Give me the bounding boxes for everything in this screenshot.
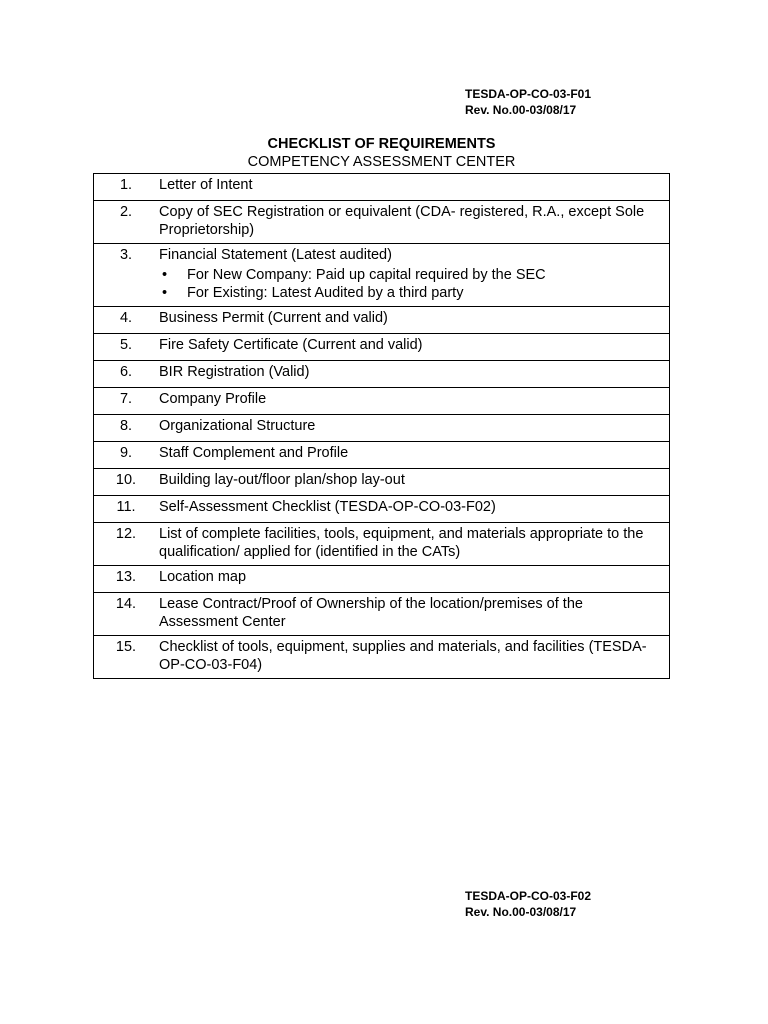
requirements-table [93, 173, 670, 679]
item-number: 11. [94, 496, 159, 523]
revision-number: Rev. No.00-03/08/17 [465, 905, 577, 919]
table-row [94, 496, 670, 523]
item-number: 2. [94, 201, 159, 244]
item-text: Self-Assessment Checklist (TESDA-OP-CO-03-F02) [158, 496, 670, 523]
list-item [159, 284, 659, 302]
table-row [94, 361, 670, 388]
item-text: Location map [158, 566, 670, 593]
item-number: 13. [94, 566, 159, 593]
item-number: 9. [94, 442, 159, 469]
bullet-icon: • [162, 267, 168, 283]
item-number: 14. [94, 593, 159, 636]
item-text: List of complete facilities, tools, equipment, and materials appropriate to the qualification/ applied for (identified in the CATs) [158, 523, 670, 566]
item-text: Staff Complement and Profile [158, 442, 670, 469]
table-row [94, 415, 670, 442]
document-code-header [465, 86, 591, 118]
item-number: 10. [94, 469, 159, 496]
item-text: Fire Safety Certificate (Current and valid) [158, 334, 670, 361]
document-code-footer [465, 888, 591, 920]
table-row [94, 469, 670, 496]
item-text: Letter of Intent [158, 174, 670, 201]
form-code: TESDA-OP-CO-03-F02 [465, 889, 592, 903]
table-row [94, 388, 670, 415]
item-number: 7. [94, 388, 159, 415]
item-number: 8. [94, 415, 159, 442]
table-row [94, 442, 670, 469]
item-text: Company Profile [158, 388, 670, 415]
table-row [94, 174, 670, 201]
item-number: 3. [94, 244, 159, 307]
item-text: Checklist of tools, equipment, supplies and materials, and facilities (TESDA-OP-CO-03-F04) [158, 636, 670, 679]
form-code: TESDA-OP-CO-03-F01 [465, 87, 592, 101]
table-row [94, 334, 670, 361]
item-text: BIR Registration (Valid) [158, 361, 670, 388]
table-row [94, 636, 670, 679]
page-subtitle: COMPETENCY ASSESSMENT CENTER [247, 154, 516, 170]
table-row [94, 307, 670, 334]
sub-item-text: For New Company: Paid up capital required by the SEC [187, 267, 546, 283]
bullet-icon: • [162, 285, 168, 301]
item-cell [158, 244, 670, 307]
sub-item-list [159, 266, 659, 302]
item-number: 5. [94, 334, 159, 361]
page-title: CHECKLIST OF REQUIREMENTS [267, 136, 496, 152]
item-text: Copy of SEC Registration or equivalent (CDA- registered, R.A., except Sole Proprietorship) [158, 201, 670, 244]
sub-item-text: For Existing: Latest Audited by a third party [187, 285, 464, 301]
item-number: 1. [94, 174, 159, 201]
table-row [94, 244, 670, 307]
item-text: Business Permit (Current and valid) [158, 307, 670, 334]
item-number: 12. [94, 523, 159, 566]
item-number: 4. [94, 307, 159, 334]
revision-number: Rev. No.00-03/08/17 [465, 103, 577, 117]
table-row [94, 566, 670, 593]
item-text: Building lay-out/floor plan/shop lay-out [158, 469, 670, 496]
item-text: Lease Contract/Proof of Ownership of the location/premises of the Assessment Center [158, 593, 670, 636]
list-item [159, 266, 659, 284]
item-text: Organizational Structure [158, 415, 670, 442]
item-text: Financial Statement (Latest audited) [159, 247, 392, 263]
table-row [94, 201, 670, 244]
table-row [94, 523, 670, 566]
item-number: 15. [94, 636, 159, 679]
item-number: 6. [94, 361, 159, 388]
table-row [94, 593, 670, 636]
